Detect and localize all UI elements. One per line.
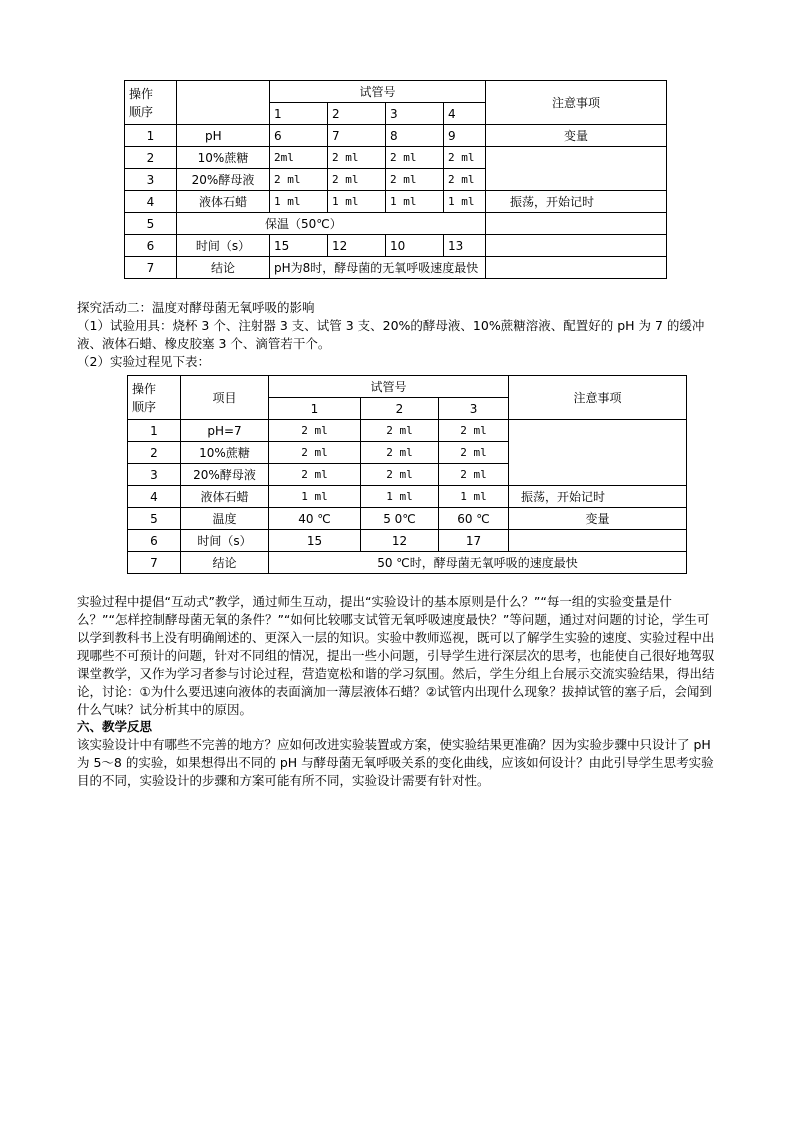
header-notes: 注意事项 [486,81,667,125]
row-incubation: 保温（50℃） [177,213,486,235]
cell-value: 2 ml [270,169,328,191]
header-notes: 注意事项 [509,376,687,420]
cell-value: 60 ℃ [439,508,509,530]
cell-value: 2ml [270,147,328,169]
cell-value: 1 ml [328,191,386,213]
row-item: pH [177,125,270,147]
row-item: 20%酵母液 [181,464,269,486]
cell-value: 2 ml [386,169,444,191]
cell-value: 2 ml [439,442,509,464]
cell-value: 15 [270,235,328,257]
cell-value: 1 ml [386,191,444,213]
row-number: 2 [128,442,181,464]
activity2-title: 探究活动二：温度对酵母菌无氧呼吸的影响 [77,300,315,315]
ph-experiment-table [124,80,667,279]
cell-value: 2 ml [269,420,361,442]
cell-value: 13 [444,235,486,257]
cell-value: 1 ml [444,191,486,213]
row-number: 1 [128,420,181,442]
activity2-procedure-intro: （2）实验过程见下表： [77,354,210,369]
row-note [486,147,667,191]
cell-value: 2 ml [269,464,361,486]
cell-value: 15 [269,530,361,552]
row-number: 7 [125,257,177,279]
section-six-heading: 六、教学反思 [77,719,153,734]
row-number: 4 [125,191,177,213]
table-row [125,125,667,147]
tube-num: 2 [328,103,386,125]
row-number: 5 [125,213,177,235]
tube-num: 3 [386,103,444,125]
tube-num: 2 [361,398,439,420]
row-number: 1 [125,125,177,147]
tube-num: 4 [444,103,486,125]
row-number: 3 [128,464,181,486]
cell-value: 2 ml [361,442,439,464]
table-row [128,486,687,508]
table-row [125,147,667,169]
header-tube-number: 试管号 [270,81,486,103]
row-item: 20%酵母液 [177,169,270,191]
cell-value: 40 ℃ [269,508,361,530]
temperature-experiment-table [127,375,687,574]
tube-num: 3 [439,398,509,420]
header-tube-number: 试管号 [269,376,509,398]
header-item: 项目 [181,376,269,420]
tube-num: 1 [270,103,328,125]
table-row [125,213,667,235]
row-number: 2 [125,147,177,169]
row-note [486,257,667,279]
cell-value: 12 [361,530,439,552]
cell-value: 1 ml [439,486,509,508]
cell-value: 9 [444,125,486,147]
cell-value: 2 ml [269,442,361,464]
table-row [128,420,687,442]
table-row [128,508,687,530]
cell-value: 2 ml [361,420,439,442]
row-number: 5 [128,508,181,530]
cell-value: 6 [270,125,328,147]
cell-value: 2 ml [328,169,386,191]
row-item: 温度 [181,508,269,530]
cell-value: 2 ml [444,169,486,191]
cell-value: 2 ml [439,464,509,486]
conclusion-text: 50 ℃时，酵母菌无氧呼吸的速度最快 [269,552,687,574]
row-item: 时间（s） [181,530,269,552]
cell-value: 2 ml [386,147,444,169]
cell-value: 12 [328,235,386,257]
cell-value: 1 ml [269,486,361,508]
cell-value: 2 ml [444,147,486,169]
row-item: 10%蔗糖 [181,442,269,464]
table-row [128,552,687,574]
row-item: 结论 [181,552,269,574]
cell-value: 8 [386,125,444,147]
discussion-paragraph: 实验过程中提倡“互动式”教学，通过师生互动，提出“实验设计的基本原则是什么？”“每一组的实验变量是什么？”“怎样控制酵母菌无氧的条件？”“如何比较哪支试管无氧呼吸速度最快？”等问题，通过对问题的讨论，学生可以学到教科书上没有明确阐述的、更深入一层的知识。实验中教师巡视，既可以了解学生实验的速度、实验过程中出现哪些不可预计的问题，针对不同组的情况，提出一些小问题，引导学生进行深层次的思考，也能使自己很好地驾驭课堂教学，又作为学习者参与讨论过程，营造宽松和谐的学习氛围。然后，学生分组上台展示交流实验结果，得出结论，讨论：①为什么要迅速向液体的表面滴加一薄层液体石蜡？②试管内出现什么现象？拔掉试管的塞子后，会闻到什么气味？试分析其中的原因。 [77,594,715,717]
activity2-materials: （1）试验用具：烧杯 3 个、注射器 3 支、试管 3 支、20%的酵母液、10%蔗糖溶液、配置好的 pH 为 7 的缓冲液、液体石蜡、橡皮胶塞 3 个、滴管若干个。 [77,318,705,351]
header-order: 操作 顺序 [125,81,177,125]
cell-value: 2 ml [439,420,509,442]
row-note: 变量 [486,125,667,147]
row-note [509,420,687,486]
conclusion-text: pH为8时，酵母菌的无氧呼吸速度最快 [270,257,486,279]
row-note: 变量 [509,508,687,530]
row-number: 7 [128,552,181,574]
table-row [125,235,667,257]
cell-value: 1 ml [270,191,328,213]
row-note: 振荡，开始记时 [486,191,667,213]
table-row [125,191,667,213]
cell-value: 1 ml [361,486,439,508]
cell-value: 17 [439,530,509,552]
cell-value: 5 0℃ [361,508,439,530]
row-item: 液体石蜡 [181,486,269,508]
reflection-paragraph: 该实验设计中有哪些不完善的地方？应如何改进实验装置或方案，使实验结果更准确？因为实验步骤中只设计了 pH 为 5～8 的实验，如果想得出不同的 pH 与酵母菌无氧呼吸关系的变化曲线，应该如何设计？由此引导学生思考实验目的不同，实验设计的步骤和方案可能有所不同，实验设计需要有针对性。 [77,737,714,788]
row-number: 3 [125,169,177,191]
cell-value: 7 [328,125,386,147]
row-item: pH=7 [181,420,269,442]
row-item: 10%蔗糖 [177,147,270,169]
row-note [486,213,667,235]
cell-value: 2 ml [361,464,439,486]
row-number: 4 [128,486,181,508]
row-number: 6 [125,235,177,257]
header-order: 操作 顺序 [128,376,181,420]
table-row [128,530,687,552]
table-row [125,257,667,279]
row-number: 6 [128,530,181,552]
tube-num: 1 [269,398,361,420]
row-item: 时间（s） [177,235,270,257]
row-note [509,530,687,552]
row-item: 液体石蜡 [177,191,270,213]
cell-value: 2 ml [328,147,386,169]
header-item-blank [177,81,270,125]
row-note [486,235,667,257]
row-note: 振荡，开始记时 [509,486,687,508]
cell-value: 10 [386,235,444,257]
row-item: 结论 [177,257,270,279]
